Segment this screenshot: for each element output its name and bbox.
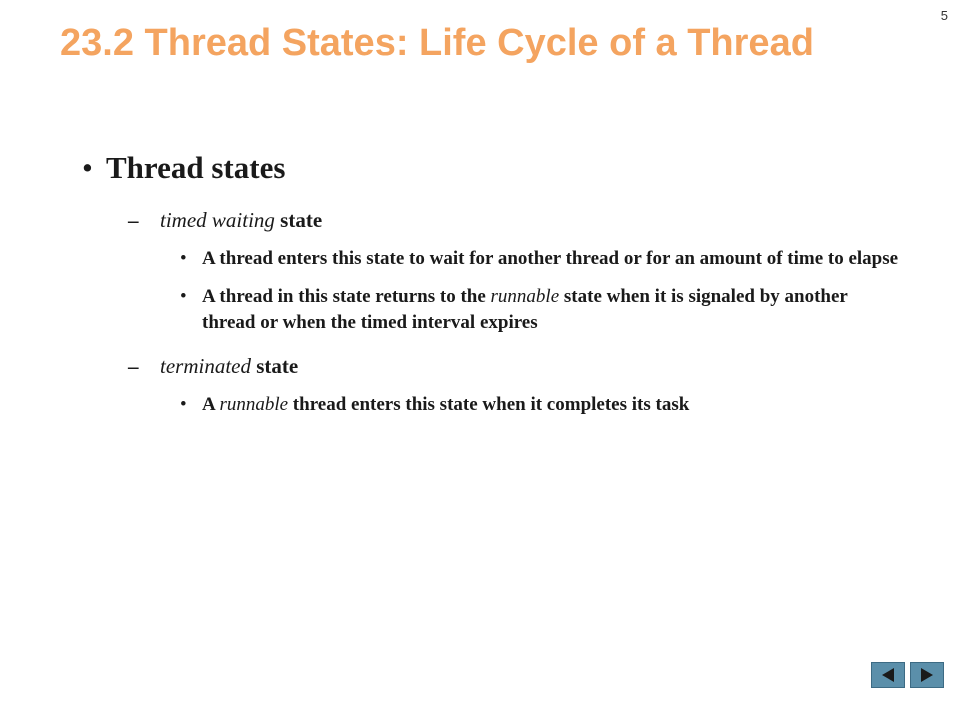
dash-marker: – <box>128 354 139 378</box>
slide-number: 5 <box>940 8 948 23</box>
bullet-dot: • <box>180 248 187 269</box>
terminated-item-1 <box>180 392 902 418</box>
item-text-before: A <box>202 394 220 415</box>
slide-content <box>0 146 960 418</box>
subheading-timed-waiting <box>128 206 960 234</box>
next-slide-button[interactable] <box>910 662 944 688</box>
bullet-dot: • <box>180 394 187 415</box>
item-text-after: state when it is signaled by another thread or when the timed interval expires <box>202 286 848 333</box>
term-runnable: runnable <box>490 286 560 307</box>
subheading-terminated <box>128 352 960 380</box>
slide-title: 23.2 Thread States: Life Cycle of a Thread <box>60 22 814 64</box>
slide-navigation <box>871 662 944 688</box>
timed-waiting-item-1 <box>180 246 902 272</box>
previous-slide-button[interactable] <box>871 662 905 688</box>
bullet-dot: • <box>82 150 93 185</box>
subheading-suffix: state <box>274 208 323 232</box>
arrow-right-icon <box>918 667 936 683</box>
timed-waiting-item-2 <box>180 284 902 336</box>
term-runnable: runnable <box>219 394 289 415</box>
arrow-left-icon <box>879 667 897 683</box>
bullet-dot: • <box>180 286 187 307</box>
item-text-before: A thread in this state returns to the <box>202 286 491 307</box>
subheading-suffix: state <box>250 354 299 378</box>
item-text: A thread enters this state to wait for another thread or for an amount of time to elapse <box>202 248 899 269</box>
bullet-text: Thread states <box>106 150 286 185</box>
term-timed-waiting: timed waiting <box>160 208 275 232</box>
bullet-thread-states <box>82 146 960 190</box>
term-terminated: terminated <box>160 354 251 378</box>
dash-marker: – <box>128 208 139 232</box>
item-text-after: thread enters this state when it completes its task <box>288 394 690 415</box>
